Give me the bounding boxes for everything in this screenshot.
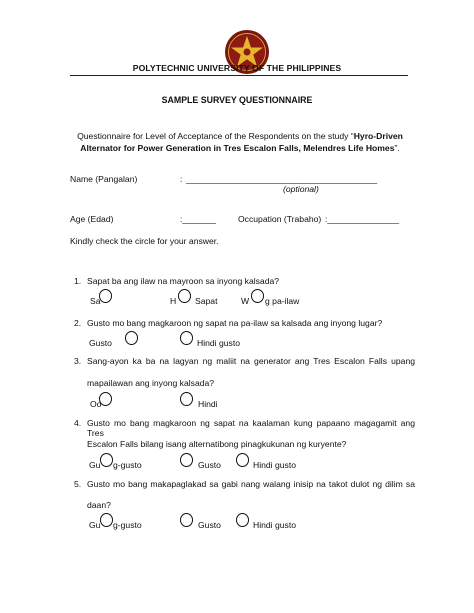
intro-prefix: Questionnaire for Level of Acceptance of the Respondents on the study “ (77, 131, 354, 141)
q3-number: 3. (74, 356, 82, 366)
q5-text-line-1: Gusto mo bang makapaglakad sa gabi nang walang inisip na takot dulot ng dilim sa (87, 479, 415, 489)
q3-radio-2[interactable] (180, 392, 193, 406)
q3-option-oo: Oo (90, 399, 102, 409)
q5-option-hindi-gusto: Hindi gusto (253, 520, 296, 530)
q2-radio-1[interactable] (125, 331, 138, 345)
q1-number: 1. (74, 276, 82, 286)
q1-option-pailaw-label: g pa-ilaw (265, 296, 300, 306)
q1-text: Sapat ba ang ilaw na mayroon sa inyong kalsada? (87, 276, 280, 286)
q1-option-sapat-label: Sapat (195, 296, 218, 306)
name-hint: (optional) (283, 184, 319, 194)
q4-option-hindi-gusto-partial: g-gusto (113, 460, 142, 470)
q3-option-hindi: Hindi (198, 399, 218, 409)
q3-radio-1[interactable] (99, 392, 112, 406)
age-label: Age (Edad) (70, 214, 114, 224)
instruction-text: Kindly check the circle for your answer. (70, 236, 219, 246)
intro-bold-2: Alternator for Power Generation in Tres Escalon Falls, Melendres Life Homes (80, 143, 395, 153)
q1-option-walang-partial: W (241, 296, 250, 306)
q1-option-hindi-partial: H (170, 296, 177, 306)
occupation-field[interactable]: :_______________ (325, 214, 400, 224)
q2-text: Gusto mo bang magkaroon ng sapat na pa-ilaw sa kalsada ang inyong lugar? (87, 318, 383, 328)
name-field[interactable]: ________________________________________ (186, 174, 378, 184)
age-field[interactable]: :_______ (180, 214, 216, 224)
occupation-label: Occupation (Trabaho) (238, 214, 322, 224)
q4-radio-2[interactable] (180, 453, 193, 467)
q1-option-sapat-partial: Sa (90, 296, 101, 306)
document-title: SAMPLE SURVEY QUESTIONNAIRE (161, 95, 313, 105)
q5-option-hindi-gusto-partial: g-gusto (113, 520, 142, 530)
q4-option-gusto: Gusto (198, 460, 221, 470)
q5-text-line-2: daan? (87, 500, 111, 510)
q5-option-gu-partial: Gu (89, 520, 101, 530)
q5-number: 5. (74, 479, 82, 489)
q2-option-hindi-gusto: Hindi gusto (197, 338, 240, 348)
q1-radio-3[interactable] (251, 289, 264, 303)
q2-number: 2. (74, 318, 82, 328)
q1-radio-2[interactable] (178, 289, 191, 303)
q5-radio-1[interactable] (100, 513, 113, 527)
name-colon: : (180, 174, 183, 184)
university-name: POLYTECHNIC UNIVERSITY OF THE PHILIPPINES (132, 63, 342, 73)
q4-radio-1[interactable] (100, 453, 113, 467)
q3-text-line-2: mapailawan ang inyong kalsada? (87, 378, 215, 388)
intro-suffix: ”. (394, 143, 400, 153)
intro-bold-1: Hyro-Driven (353, 131, 403, 141)
q1-radio-1[interactable] (99, 289, 112, 303)
q5-radio-2[interactable] (180, 513, 193, 527)
q4-text-line-2: Escalon Falls bilang isang alternatibong pinagkukunan ng kuryente? (87, 439, 347, 449)
q4-text-line-1: Gusto mo bang magkaroon ng sapat na kaalaman kung papaano magagamit ang Tres (87, 418, 415, 438)
q4-number: 4. (74, 418, 82, 428)
q4-radio-3[interactable] (236, 453, 249, 467)
q2-radio-2[interactable] (180, 331, 193, 345)
q5-option-gusto: Gusto (198, 520, 221, 530)
q2-option-gusto: Gusto (89, 338, 112, 348)
q5-radio-3[interactable] (236, 513, 249, 527)
intro-paragraph (60, 130, 420, 154)
header-divider (70, 75, 408, 76)
name-label: Name (Pangalan) (70, 174, 138, 184)
q4-option-gu-partial: Gu (89, 460, 101, 470)
q4-option-hindi-gusto: Hindi gusto (253, 460, 296, 470)
q3-text-line-1: Sang-ayon ka ba na lagyan ng maliit na generator ang Tres Escalon Falls upang (87, 356, 415, 366)
